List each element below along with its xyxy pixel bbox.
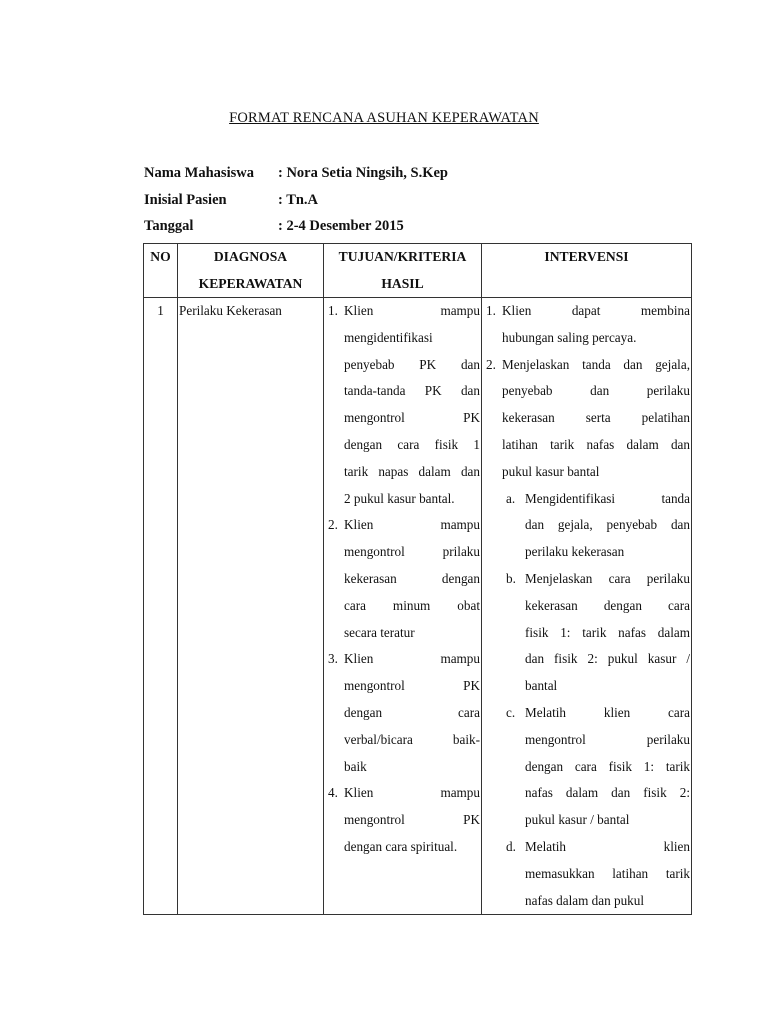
list-item-line: mengontrol perilaku: [525, 731, 690, 747]
list-item: [482, 834, 690, 914]
list-item-number: 1.: [328, 303, 338, 318]
list-item-line: nafas dalam dan pukul: [525, 892, 645, 908]
student-name-value: : Nora Setia Ningsih, S.Kep: [278, 165, 448, 181]
list-item-line: dengan cara: [344, 704, 480, 720]
list-item-line: penyebab PK dan: [344, 356, 480, 372]
goals-cell: [324, 298, 482, 915]
list-item-line: Menjelaskan tanda dan gejala,: [502, 356, 690, 372]
patient-initial-label: Inisial Pasien: [144, 192, 227, 208]
care-plan-table: [143, 243, 692, 915]
patient-initial-value: : Tn.A: [278, 192, 319, 208]
list-item-line: Klien mampu: [344, 785, 480, 801]
goals-list: [324, 298, 480, 861]
list-item-line: latihan tarik nafas dalam dan: [502, 436, 690, 452]
row-number: 1: [144, 298, 178, 915]
diagnosis-cell: Perilaku Kekerasan: [178, 298, 324, 915]
list-item-line: Mengidentifikasi tanda: [525, 490, 690, 506]
page-title: FORMAT RENCANA ASUHAN KEPERAWATAN: [229, 110, 539, 126]
list-item-line: Klien mampu: [344, 517, 480, 533]
list-item-line: cara minum obat: [344, 597, 480, 613]
list-item-line: Klien mampu: [344, 651, 480, 667]
list-item-number: d.: [506, 838, 516, 854]
student-name-label: Nama Mahasiswa: [144, 165, 254, 181]
list-item-line: dengan cara fisik 1: [344, 436, 480, 452]
list-item: [324, 298, 480, 512]
list-item-line: dan fisik 2: pukul kasur /: [525, 651, 690, 667]
interventions-list: [482, 298, 690, 486]
list-item-line: tanda-tanda PK dan: [344, 383, 480, 399]
list-item-line: fisik 1: tarik nafas dalam: [525, 624, 690, 640]
list-item-line: 2 pukul kasur bantal.: [344, 490, 455, 506]
list-item-line: secara teratur: [344, 624, 415, 640]
list-item-line: nafas dalam dan fisik 2:: [525, 785, 690, 801]
date-label: Tanggal: [144, 218, 194, 234]
list-item-number: 1.: [486, 303, 496, 318]
list-item-line: pukul kasur / bantal: [525, 812, 630, 828]
list-item-line: mengontrol PK: [344, 410, 480, 426]
list-item-line: kekerasan dengan cara: [525, 597, 690, 613]
list-item-number: 2.: [486, 356, 496, 372]
list-item-line: verbal/bicara baik-: [344, 731, 480, 747]
list-item-line: Menjelaskan cara perilaku: [525, 570, 690, 586]
header-diagnosa: DIAGNOSA KEPERAWATAN: [178, 244, 324, 298]
date-value: : 2-4 Desember 2015: [278, 218, 404, 234]
list-item-line: perilaku kekerasan: [525, 544, 625, 560]
list-item-number: 4.: [328, 785, 338, 801]
list-item: [482, 298, 690, 352]
list-item-line: dengan cara fisik 1: tarik: [525, 758, 690, 774]
list-item-line: mengontrol PK: [344, 812, 480, 828]
list-item-line: Klien mampu: [344, 303, 480, 318]
table-header-row: [144, 244, 692, 298]
list-item-line: memasukkan latihan tarik: [525, 865, 690, 881]
list-item-line: bantal: [525, 678, 558, 694]
interventions-cell: [482, 298, 692, 915]
list-item-line: dengan cara spiritual.: [344, 838, 458, 854]
list-item: [324, 646, 480, 780]
list-item-line: mengontrol prilaku: [344, 544, 480, 560]
list-item-line: kekerasan serta pelatihan: [502, 410, 690, 426]
list-item-line: penyebab dan perilaku: [502, 383, 690, 399]
header-tujuan: TUJUAN/KRITERIA HASIL: [324, 244, 482, 298]
list-item-line: tarik napas dalam dan: [344, 463, 480, 479]
header-intervensi: INTERVENSI: [482, 244, 692, 298]
list-item-line: kekerasan dengan: [344, 570, 480, 586]
list-item: [324, 512, 480, 646]
list-item-number: c.: [506, 704, 516, 720]
list-item-number: b.: [506, 570, 516, 586]
list-item-number: 3.: [328, 651, 338, 667]
list-item-line: pukul kasur bantal: [502, 463, 600, 479]
list-item: [482, 486, 690, 566]
list-item-line: mengidentifikasi: [344, 329, 433, 345]
list-item-line: Melatih klien cara: [525, 704, 690, 720]
header-no: NO: [144, 244, 178, 298]
list-item: [482, 352, 690, 486]
table-row: [144, 298, 692, 915]
list-item-line: dan gejala, penyebab dan: [525, 517, 690, 533]
list-item-line: mengontrol PK: [344, 678, 480, 694]
interventions-sublist: [482, 486, 690, 915]
list-item-number: 2.: [328, 517, 338, 533]
list-item: [324, 780, 480, 860]
list-item-line: baik: [344, 758, 367, 774]
list-item-line: Klien dapat membina: [502, 303, 690, 318]
list-item: [482, 566, 690, 700]
list-item-line: Melatih klien: [525, 838, 690, 854]
list-item-line: hubungan saling percaya.: [502, 329, 637, 345]
list-item: [482, 700, 690, 834]
list-item-number: a.: [506, 490, 516, 506]
